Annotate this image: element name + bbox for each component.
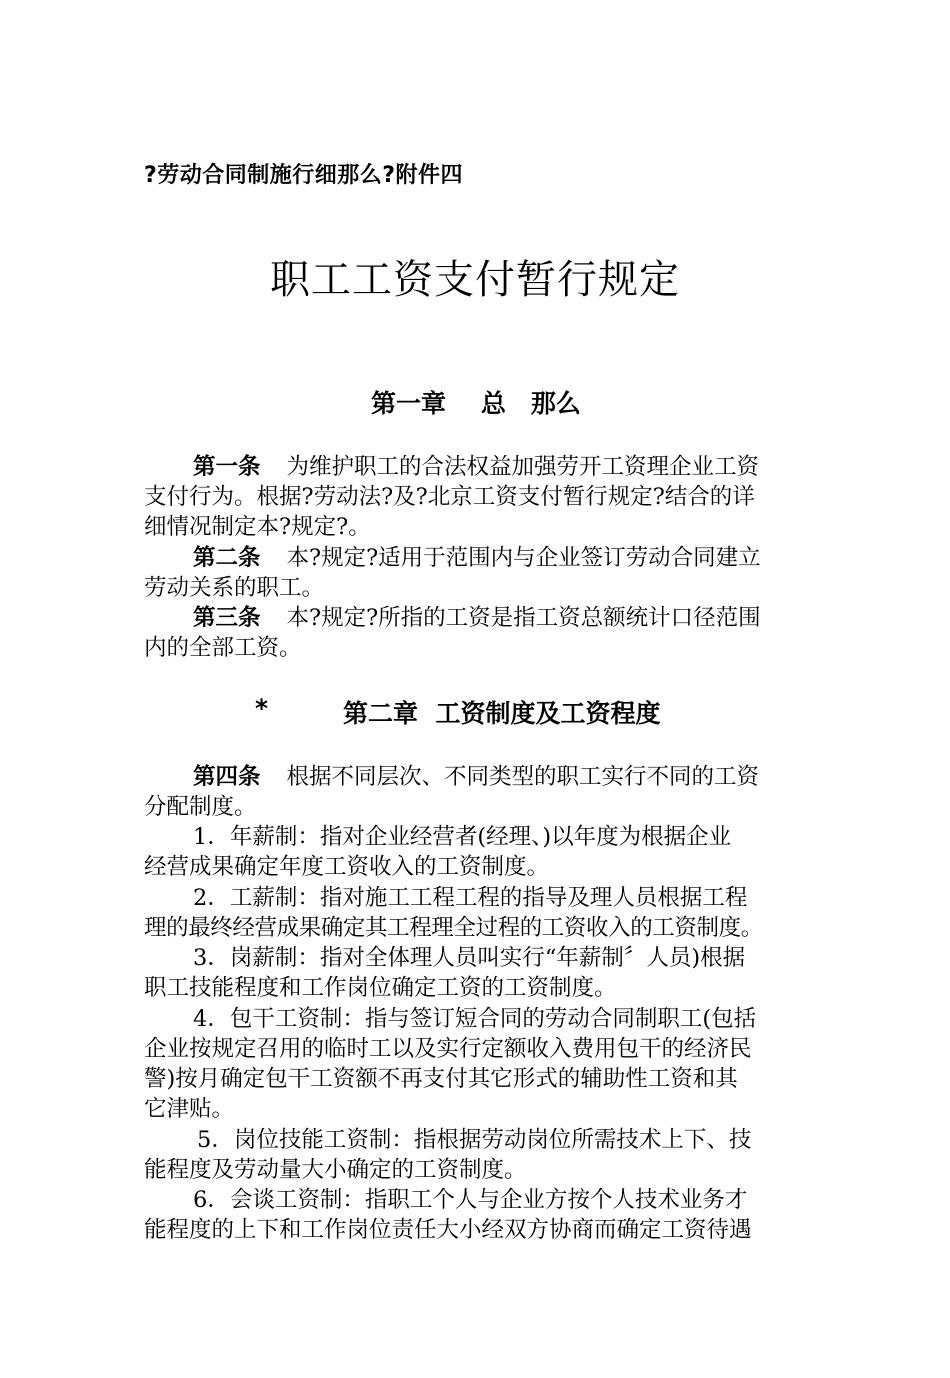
article-2-text-1: 本?规定?适用于范围内与企业签订劳动合同建立 (286, 545, 761, 571)
item-4-line-4: 它津贴。 (144, 1096, 235, 1122)
item-1-line-1: 1．年薪制：指对企业经营者(经理、)以年度为根据企业 (193, 824, 732, 850)
item-6-line-1: 6．会谈工资制：指职工个人与企业方按个人技术业务才 (193, 1187, 748, 1213)
chapter-2-star: * (255, 694, 269, 723)
article-4-text-1: 根据不同层次、不同类型的职工实行不同的工资 (286, 764, 760, 790)
article-1-line-1 (193, 452, 759, 482)
article-3-text-1: 本?规定?所指的工资是指工资总额统计口径范围 (286, 605, 761, 631)
chapter-2-label: 第二章 (343, 699, 419, 728)
item-5-line-2: 能程度及劳动量大小确定的工资制度。 (144, 1157, 527, 1183)
chapter-1-name: 总 那么 (480, 389, 581, 418)
item-4-line-3: 警)按月确定包干工资额不再支付其它形式的辅助性工资和其 (144, 1066, 738, 1092)
header-note: ?劳动合同制施行细那么?附件四 (144, 163, 464, 188)
chapter-1-label: 第一章 (371, 389, 447, 418)
chapter-2-heading (343, 694, 660, 730)
article-4-label: 第四条 (193, 764, 261, 790)
document-title: 职工工资支付暂行规定 (270, 257, 680, 303)
chapter-1-heading (371, 384, 581, 420)
chapter-2-name: 工资制度及工资程度 (435, 699, 661, 728)
article-1-text-1: 为维护职工的合法权益加强劳开工资理企业工资 (286, 454, 760, 480)
article-3-label: 第三条 (193, 605, 261, 631)
article-4-line-2: 分配制度。 (144, 794, 257, 820)
article-1-line-3: 细情况制定本?规定?。 (144, 514, 371, 540)
item-4-line-2: 企业按规定召用的临时工以及实行定额收入费用包干的经济民 (144, 1036, 752, 1062)
item-1-line-2: 经营成果确定年度工资收入的工资制度。 (144, 854, 550, 880)
article-3-line-2: 内的全部工资。 (144, 635, 302, 661)
article-2-label: 第二条 (193, 545, 261, 571)
item-6-line-2: 能程度的上下和工作岗位责任大小经双方协商而确定工资待遇 (144, 1217, 752, 1243)
article-1-label: 第一条 (193, 454, 261, 480)
item-2-line-2: 理的最终经营成果确定其工程理全过程的工资收入的工资制度。 (144, 915, 763, 941)
article-3-line-1 (193, 603, 761, 633)
item-4-line-1: 4．包干工资制：指与签订短合同的劳动合同制职工(包括 (193, 1006, 757, 1032)
item-5-line-1: 5．岗位技能工资制：指根据劳动岗位所需技术上下、技 (197, 1127, 752, 1153)
article-2-line-2: 劳动关系的职工。 (144, 575, 325, 601)
item-3-line-1: 3．岗薪制：指对全体理人员叫实行“年薪制〞人员)根据 (193, 945, 746, 971)
item-3-line-2: 职工技能程度和工作岗位确定工资的工资制度。 (144, 975, 617, 1001)
article-4-line-1 (193, 762, 759, 792)
item-2-line-1: 2．工薪制：指对施工工程工程的指导及理人员根据工程 (193, 885, 748, 911)
article-1-line-2: 支付行为。根据?劳动法?及?北京工资支付暂行规定?结合的详 (144, 484, 755, 510)
article-2-line-1 (193, 543, 761, 573)
